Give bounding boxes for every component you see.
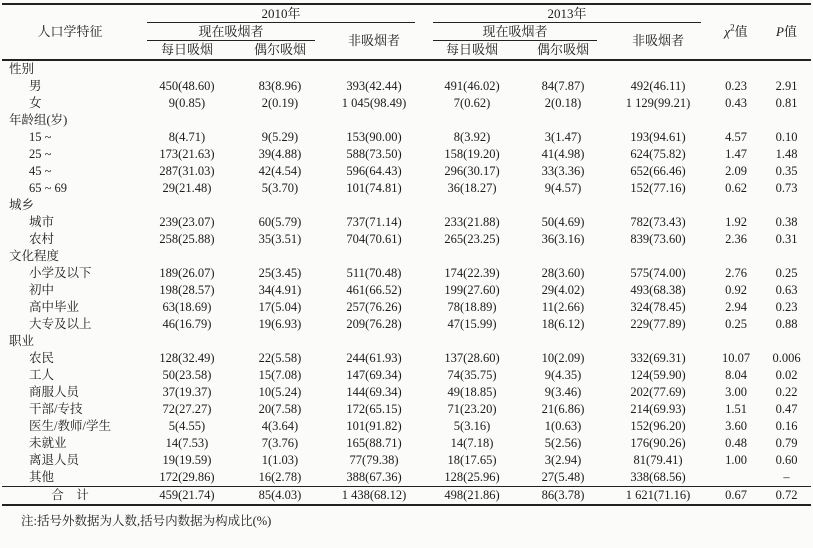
value-cell: 0.23: [725, 79, 747, 93]
table-row: [2, 231, 811, 248]
value-cell: 35(3.51): [258, 232, 302, 246]
header-current-smokers-2010: 现在吸烟者: [138, 23, 324, 41]
value-cell: 7(3.76): [261, 436, 299, 450]
value-cell: 3.60: [725, 419, 747, 433]
value-cell: [324, 197, 424, 214]
value-cell: [762, 333, 811, 350]
value-cell: 173(21.63): [159, 147, 215, 161]
value-cell: [324, 60, 424, 78]
value-cell: 81(79.41): [633, 453, 683, 467]
value-cell: 41(4.98): [541, 147, 585, 161]
value-cell: [606, 197, 710, 214]
value-cell: 2(0.18): [544, 96, 582, 110]
value-cell: –: [783, 470, 790, 484]
value-cell: [424, 197, 520, 214]
value-cell: 1.92: [725, 215, 747, 229]
value-cell: 0.43: [725, 96, 747, 110]
value-cell: 172(29.86): [159, 470, 215, 484]
value-cell: 5(2.56): [544, 436, 582, 450]
row-label: 离退人员: [29, 453, 80, 467]
value-cell: 74(35.75): [447, 368, 497, 382]
row-label: 女: [29, 96, 42, 110]
value-cell: 0.38: [775, 215, 798, 229]
value-cell: [710, 112, 762, 129]
value-cell: 257(76.26): [346, 300, 402, 314]
value-cell: [520, 333, 606, 350]
value-cell: 128(32.49): [159, 351, 215, 365]
value-cell: 239(23.07): [159, 215, 215, 229]
value-cell: [236, 60, 324, 78]
row-label: 年龄组(岁): [9, 113, 68, 127]
row-label: 干部/专技: [29, 402, 83, 416]
value-cell: [710, 333, 762, 350]
value-cell: 33(3.36): [541, 164, 585, 178]
row-label: 小学及以下: [29, 266, 92, 280]
value-cell: 393(42.44): [346, 79, 402, 93]
value-cell: 193(94.61): [630, 130, 686, 144]
value-cell: 1.47: [725, 147, 747, 161]
value-cell: 18(17.65): [447, 453, 497, 467]
value-cell: [520, 248, 606, 265]
value-cell: 39(4.88): [258, 147, 302, 161]
value-cell: 492(46.11): [630, 79, 686, 93]
value-cell: 0.35: [775, 164, 798, 178]
value-cell: 28(3.60): [541, 266, 585, 280]
value-cell: 388(67.36): [346, 470, 402, 484]
value-cell: [324, 112, 424, 129]
value-cell: 22(5.58): [258, 351, 302, 365]
value-cell: 0.22: [775, 385, 798, 399]
value-cell: [606, 333, 710, 350]
row-label: 农民: [29, 351, 55, 365]
value-cell: 17(5.04): [258, 300, 302, 314]
value-cell: 209(76.28): [346, 317, 402, 331]
value-cell: 265(23.25): [444, 232, 500, 246]
section-row: [2, 112, 811, 129]
value-cell: 14(7.53): [165, 436, 209, 450]
table-row: [2, 180, 811, 197]
row-label: 医生/教师/学生: [29, 419, 111, 433]
value-cell: 29(4.02): [541, 283, 585, 297]
value-cell: 459(21.74): [159, 488, 215, 502]
row-label: 未就业: [29, 436, 67, 450]
smoking-statistics-table: [2, 3, 811, 506]
section-row: [2, 197, 811, 214]
value-cell: 3(2.94): [544, 453, 582, 467]
value-cell: 72(27.27): [162, 402, 212, 416]
row-label: 初中: [29, 283, 55, 297]
value-cell: [324, 248, 424, 265]
value-cell: [424, 60, 520, 78]
value-cell: 0.62: [725, 181, 747, 195]
value-cell: [520, 112, 606, 129]
value-cell: 49(18.85): [447, 385, 497, 399]
value-cell: 60(5.79): [258, 215, 302, 229]
value-cell: 652(66.46): [630, 164, 686, 178]
table-row: [2, 214, 811, 231]
value-cell: 9(4.57): [544, 181, 582, 195]
value-cell: 258(25.88): [159, 232, 215, 246]
value-cell: 50(23.58): [162, 368, 212, 382]
value-cell: 2.09: [725, 164, 747, 178]
value-cell: 0.25: [725, 317, 747, 331]
value-cell: 0.73: [775, 181, 798, 195]
value-cell: 229(77.89): [630, 317, 686, 331]
table-row: [2, 146, 811, 163]
value-cell: 737(71.14): [346, 215, 402, 229]
value-cell: 575(74.00): [630, 266, 686, 280]
header-occasional-2013: 偶尔吸烟: [537, 42, 590, 57]
header-current-smokers-2013: 现在吸烟者: [424, 23, 606, 41]
value-cell: 42(4.54): [258, 164, 302, 178]
p-suffix: 值: [784, 24, 798, 39]
value-cell: [324, 333, 424, 350]
value-cell: 5(3.16): [453, 419, 491, 433]
value-cell: 588(73.50): [346, 147, 402, 161]
value-cell: 461(66.52): [346, 283, 402, 297]
header-p-value: [762, 4, 811, 60]
value-cell: [138, 197, 236, 214]
row-label: 45 ~: [29, 164, 52, 178]
value-cell: 839(73.60): [630, 232, 686, 246]
value-cell: 78(18.89): [447, 300, 497, 314]
table-row: [2, 401, 811, 418]
value-cell: 0.60: [775, 453, 798, 467]
value-cell: 77(79.38): [349, 453, 399, 467]
table-row: [2, 316, 811, 333]
table-header: [2, 4, 811, 60]
table-row: [2, 265, 811, 282]
value-cell: 7(0.62): [453, 96, 491, 110]
value-cell: 450(48.60): [159, 79, 215, 93]
value-cell: 296(30.17): [444, 164, 500, 178]
value-cell: [138, 60, 236, 78]
header-nonsmoker-2013: 非吸烟者: [632, 33, 685, 48]
table-row: [2, 78, 811, 95]
value-cell: 8.04: [725, 368, 747, 382]
value-cell: 14(7.18): [450, 436, 494, 450]
row-label: 职业: [9, 334, 35, 348]
value-cell: 2.76: [725, 266, 747, 280]
value-cell: 233(21.88): [444, 215, 500, 229]
value-cell: [520, 60, 606, 78]
value-cell: 0.79: [775, 436, 798, 450]
value-cell: 0.48: [725, 436, 747, 450]
value-cell: 0.92: [725, 283, 747, 297]
value-cell: 50(4.69): [541, 215, 585, 229]
value-cell: 4(3.64): [261, 419, 299, 433]
table-row: [2, 350, 811, 367]
value-cell: 47(15.99): [447, 317, 497, 331]
value-cell: [236, 112, 324, 129]
value-cell: 9(0.85): [168, 96, 206, 110]
table-row: [2, 129, 811, 146]
value-cell: 46(16.79): [162, 317, 212, 331]
value-cell: [520, 197, 606, 214]
value-cell: 596(64.43): [346, 164, 402, 178]
value-cell: 27(5.48): [541, 470, 585, 484]
table-row: [2, 95, 811, 112]
value-cell: 25(3.45): [258, 266, 302, 280]
table-row: [2, 282, 811, 299]
value-cell: 10.07: [721, 351, 751, 365]
header-year-2013: 2013年: [424, 4, 710, 23]
row-label: 商服人员: [29, 385, 80, 399]
chi-suffix: 值: [734, 24, 748, 39]
value-cell: [138, 112, 236, 129]
value-cell: 63(18.69): [162, 300, 212, 314]
value-cell: [138, 333, 236, 350]
chi-symbol: χ: [724, 24, 731, 39]
value-cell: 244(61.93): [346, 351, 402, 365]
value-cell: [710, 197, 762, 214]
value-cell: [606, 248, 710, 265]
value-cell: 9(4.35): [544, 368, 582, 382]
value-cell: 782(73.43): [630, 215, 686, 229]
table-footnote: 注:括号外数据为人数,括号内数据为构成比(%): [21, 514, 272, 528]
header-daily-2010: 每日吸烟: [160, 42, 213, 57]
row-label: 高中毕业: [29, 300, 80, 314]
value-cell: 1 045(98.49): [341, 96, 407, 110]
section-row: [2, 333, 811, 350]
value-cell: 124(59.90): [630, 368, 686, 382]
value-cell: 8(3.92): [453, 130, 491, 144]
table-row: [2, 452, 811, 469]
value-cell: 11(2.66): [541, 300, 585, 314]
value-cell: 10(5.24): [258, 385, 302, 399]
value-cell: 21(6.86): [541, 402, 585, 416]
value-cell: 1.00: [725, 453, 747, 467]
table-row: [2, 384, 811, 401]
p-symbol: P: [776, 24, 784, 39]
value-cell: 214(69.93): [630, 402, 686, 416]
value-cell: [138, 248, 236, 265]
row-label: 性别: [9, 62, 35, 76]
header-year-2010: 2010年: [138, 4, 424, 23]
row-label: 城市: [29, 215, 55, 229]
chi-superscript: 2: [730, 22, 735, 33]
value-cell: 36(3.16): [541, 232, 585, 246]
value-cell: 1 129(99.21): [625, 96, 691, 110]
value-cell: 0.81: [775, 96, 798, 110]
value-cell: 4.57: [725, 130, 747, 144]
value-cell: 86(3.78): [541, 488, 585, 502]
row-label: 15 ~: [29, 130, 52, 144]
value-cell: 1.51: [725, 402, 747, 416]
value-cell: 36(18.27): [447, 181, 497, 195]
value-cell: 3.00: [725, 385, 747, 399]
value-cell: [762, 248, 811, 265]
value-cell: 172(65.15): [346, 402, 402, 416]
value-cell: 147(69.34): [346, 368, 402, 382]
value-cell: 0.25: [775, 266, 798, 280]
value-cell: 19(19.59): [162, 453, 212, 467]
row-label: 大专及以上: [29, 317, 92, 331]
value-cell: [606, 112, 710, 129]
row-label: 城乡: [9, 198, 35, 212]
value-cell: 16(2.78): [258, 470, 302, 484]
header-demographic: 人口学特征: [37, 24, 103, 39]
row-label: 合 计: [51, 488, 89, 502]
value-cell: 511(70.48): [346, 266, 402, 280]
value-cell: 176(90.26): [630, 436, 686, 450]
value-cell: 0.16: [775, 419, 798, 433]
value-cell: 158(19.20): [444, 147, 500, 161]
value-cell: 0.10: [775, 130, 798, 144]
value-cell: 0.63: [775, 283, 798, 297]
value-cell: 338(68.56): [630, 470, 686, 484]
value-cell: 144(69.34): [346, 385, 402, 399]
value-cell: 491(46.02): [444, 79, 500, 93]
value-cell: 0.67: [725, 488, 747, 502]
value-cell: 19(6.93): [258, 317, 302, 331]
value-cell: 2(0.19): [261, 96, 299, 110]
value-cell: [710, 469, 762, 487]
value-cell: 704(70.61): [346, 232, 402, 246]
value-cell: 9(3.46): [544, 385, 582, 399]
row-label: 男: [29, 79, 42, 93]
value-cell: 10(2.09): [541, 351, 585, 365]
value-cell: 2.94: [725, 300, 747, 314]
value-cell: 152(77.16): [630, 181, 686, 195]
value-cell: 165(88.71): [346, 436, 402, 450]
table-row: [2, 469, 811, 487]
value-cell: 137(28.60): [444, 351, 500, 365]
value-cell: 1 438(68.12): [341, 488, 407, 502]
value-cell: 34(4.91): [258, 283, 302, 297]
value-cell: 71(23.20): [447, 402, 497, 416]
value-cell: 0.006: [772, 351, 801, 365]
value-cell: 3(1.47): [544, 130, 582, 144]
value-cell: [236, 197, 324, 214]
value-cell: 202(77.69): [630, 385, 686, 399]
value-cell: 498(21.86): [444, 488, 500, 502]
value-cell: 174(22.39): [444, 266, 500, 280]
value-cell: 101(91.82): [346, 419, 402, 433]
row-label: 工人: [29, 368, 55, 382]
header-nonsmoker-2010: 非吸烟者: [348, 33, 401, 48]
value-cell: [762, 112, 811, 129]
header-occasional-2010: 偶尔吸烟: [253, 42, 306, 57]
table-row: [2, 435, 811, 452]
value-cell: 0.47: [775, 402, 798, 416]
row-label: 文化程度: [9, 249, 60, 263]
value-cell: 0.02: [775, 368, 798, 382]
total-row: [2, 487, 811, 506]
table-row: [2, 163, 811, 180]
value-cell: 18(6.12): [541, 317, 585, 331]
value-cell: 20(7.58): [258, 402, 302, 416]
value-cell: [762, 197, 811, 214]
value-cell: [762, 60, 811, 78]
value-cell: 1.48: [775, 147, 798, 161]
value-cell: 83(8.96): [258, 79, 302, 93]
value-cell: 0.31: [775, 232, 798, 246]
value-cell: [236, 248, 324, 265]
value-cell: [710, 248, 762, 265]
value-cell: 493(68.38): [630, 283, 686, 297]
value-cell: 1(0.63): [544, 419, 582, 433]
value-cell: 198(28.57): [159, 283, 215, 297]
table-row: [2, 418, 811, 435]
value-cell: [424, 112, 520, 129]
row-label: 农村: [29, 232, 55, 246]
value-cell: 9(5.29): [261, 130, 299, 144]
value-cell: 287(31.03): [159, 164, 215, 178]
row-label: 其他: [29, 470, 55, 484]
value-cell: 199(27.60): [444, 283, 500, 297]
value-cell: 1(1.03): [261, 453, 299, 467]
value-cell: 29(21.48): [162, 181, 212, 195]
value-cell: 84(7.87): [541, 79, 585, 93]
value-cell: 624(75.82): [630, 147, 686, 161]
value-cell: 0.88: [775, 317, 798, 331]
row-label: 25 ~: [29, 147, 52, 161]
value-cell: [424, 248, 520, 265]
header-chi-square: [710, 4, 762, 60]
value-cell: [236, 333, 324, 350]
value-cell: 8(4.71): [168, 130, 206, 144]
value-cell: 37(19.37): [162, 385, 212, 399]
value-cell: [424, 333, 520, 350]
section-row: [2, 248, 811, 265]
value-cell: 2.36: [725, 232, 747, 246]
value-cell: 0.23: [775, 300, 798, 314]
value-cell: 153(90.00): [346, 130, 402, 144]
value-cell: 5(4.55): [168, 419, 206, 433]
value-cell: 15(7.08): [258, 368, 302, 382]
value-cell: 128(25.96): [444, 470, 500, 484]
value-cell: 101(74.81): [346, 181, 402, 195]
value-cell: [710, 60, 762, 78]
table-body: [2, 60, 811, 505]
value-cell: 2.91: [775, 79, 798, 93]
value-cell: 332(69.31): [630, 351, 686, 365]
value-cell: 324(78.45): [630, 300, 686, 314]
value-cell: 0.72: [775, 488, 798, 502]
value-cell: 152(96.20): [630, 419, 686, 433]
table-row: [2, 299, 811, 316]
value-cell: 189(26.07): [159, 266, 215, 280]
section-row: [2, 60, 811, 78]
value-cell: 85(4.03): [258, 488, 302, 502]
value-cell: 5(3.70): [261, 181, 299, 195]
value-cell: 1 621(71.16): [625, 488, 691, 502]
header-daily-2013: 每日吸烟: [446, 42, 499, 57]
value-cell: [606, 60, 710, 78]
row-label: 65 ~ 69: [29, 181, 68, 195]
table-row: [2, 367, 811, 384]
